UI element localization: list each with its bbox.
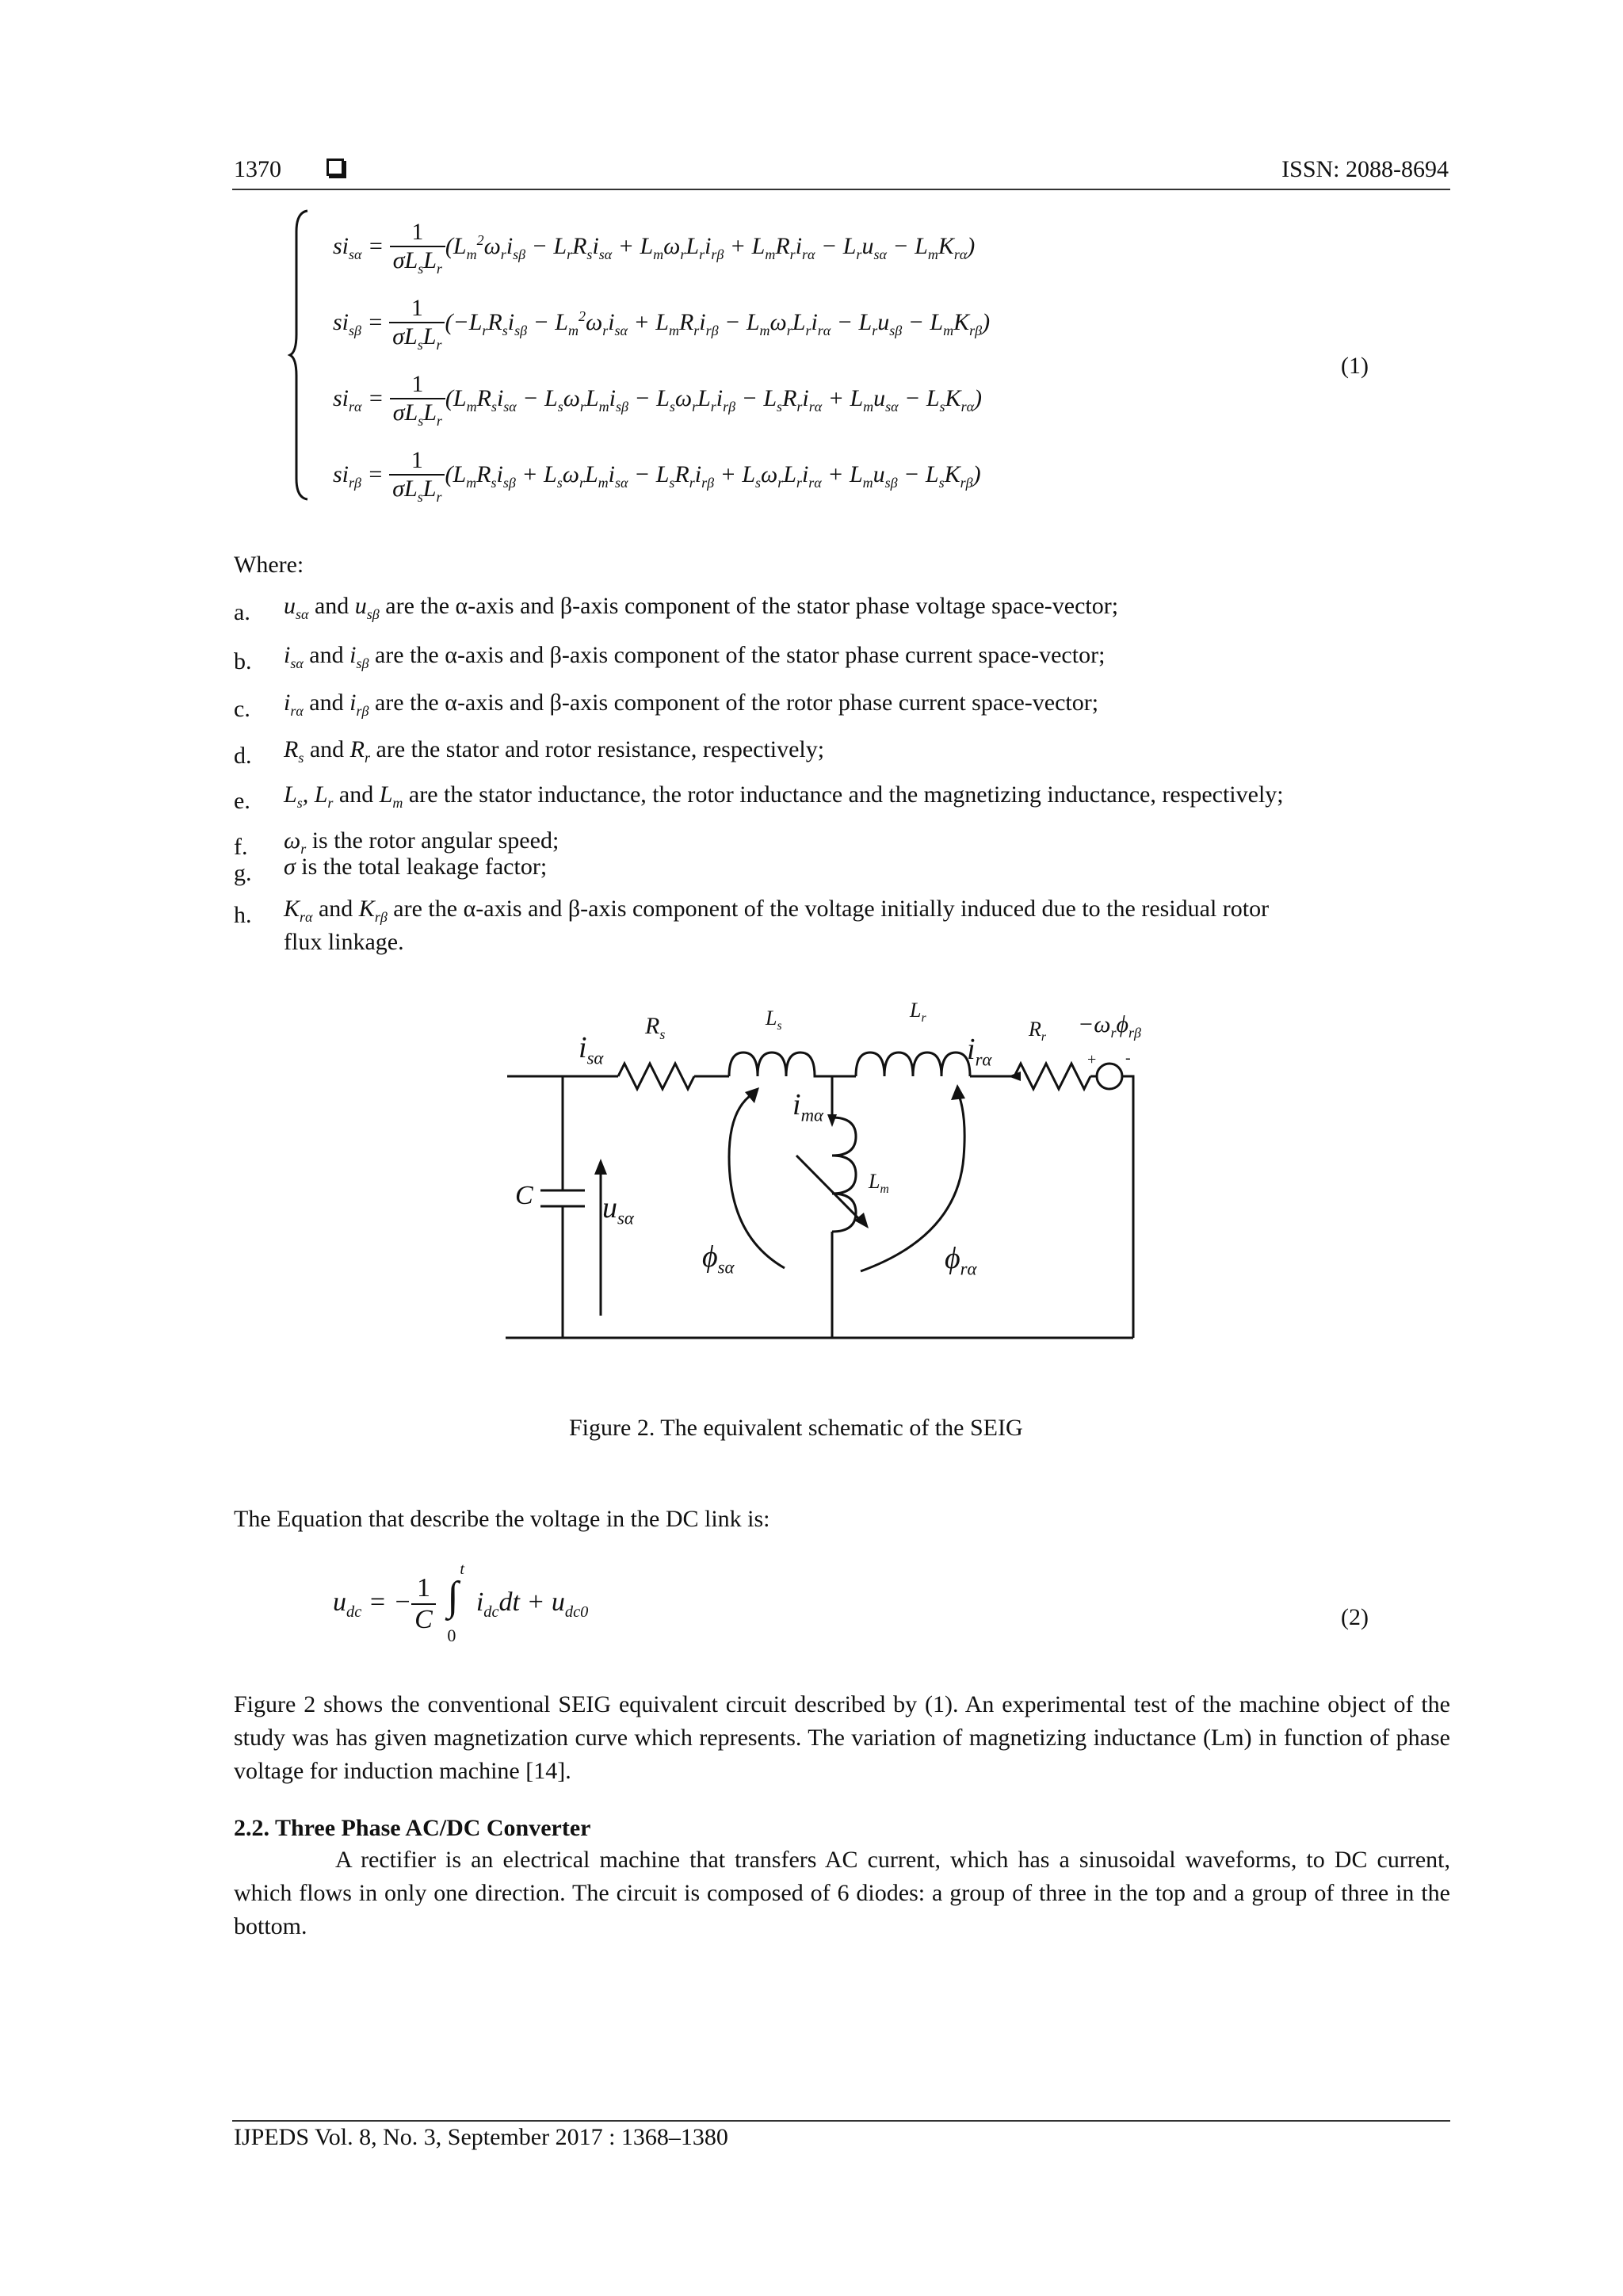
def-text: are the α-axis and β-axis component of the stator phase voltage space-vector; (385, 593, 1119, 619)
def-symbols: $R_s$ and $R_r$ (284, 736, 371, 766)
label-lr: $L_r$ (910, 999, 926, 1026)
definition-item (284, 642, 1105, 672)
eq-fraction: $\frac{1}{\sigma L_sL_r}$ (389, 295, 445, 353)
equation-2-number: (2) (1341, 1604, 1369, 1630)
ira-arrowhead (1008, 1072, 1021, 1081)
resistor-rs (618, 1064, 694, 1089)
label-plus: + (1087, 1051, 1097, 1068)
inductor-ls (729, 1052, 832, 1076)
def-letter: b. (234, 648, 252, 674)
label-rr: $R_r$ (1029, 1018, 1046, 1045)
label-isa: $i_{s\alpha}$ (579, 1031, 604, 1068)
definition-item (284, 593, 1118, 623)
definition-item (284, 736, 824, 766)
label-phi-sa: $\phi_{s\alpha}$ (702, 1240, 735, 1278)
phi-r-arrowhead (951, 1084, 965, 1100)
def-text: are the stator and rotor resistance, respectively; (376, 736, 825, 762)
def-text-continued: flux linkage. (284, 929, 404, 955)
label-phi-ra: $\phi_{r\alpha}$ (945, 1242, 977, 1279)
equation-2 (333, 1561, 589, 1645)
eq-fraction: $\frac{1}{\sigma L_sL_r}$ (389, 447, 445, 506)
definition-item (284, 896, 1450, 926)
header-rule (232, 189, 1450, 190)
eq2-integrand: $i_{dc}dt + u_{dc0}$ (475, 1587, 589, 1621)
inductor-lr (856, 1052, 970, 1076)
issn: ISSN: 2088-8694 (1281, 156, 1449, 182)
eq-body: $(L_mR_si_{s\beta} + L_s\omega_rL_mi_{s\alpha} - L_sR_ri_{r\beta} + L_s\omega_rL_ri_{r\alpha} + L_mu_{s\beta} - L_sK_{r\beta})$ (445, 460, 981, 491)
system-brace (287, 208, 311, 502)
eq-lhs: $si_{r\beta}$ = (333, 460, 390, 491)
label-ira: $i_{r\alpha}$ (967, 1033, 992, 1070)
eq2-fraction: $\frac{1}{C}$ (411, 1573, 436, 1635)
u-arrowhead (594, 1159, 607, 1175)
label-c: C (515, 1181, 533, 1210)
figure-caption: Figure 2. The equivalent schematic of the SEIG (569, 1415, 1023, 1441)
def-letter: h. (234, 902, 252, 928)
equation-row (333, 295, 990, 353)
def-symbols: $\omega_r$ (284, 827, 307, 857)
def-text: is the rotor angular speed; (311, 827, 559, 854)
eq-lhs: $si_{r\alpha}$ = (333, 384, 390, 415)
def-letter: e. (234, 788, 250, 814)
equation-row (333, 219, 975, 277)
def-symbols: $u_{s\alpha}$ and $u_{s\beta}$ (284, 593, 380, 622)
paragraph-1: Figure 2 shows the conventional SEIG equivalent circuit described by (1). An experimental test of the machine object of the study was has given magnetization curve which represents. The variation of magnetizing inductance (Lm) in function of phase voltage for induction machine [14]. (234, 1691, 1450, 1784)
eq-body: $(L_mR_si_{s\alpha} - L_s\omega_rL_mi_{s\beta} - L_s\omega_rL_ri_{r\beta} - L_sR_ri_{r\alpha} + L_mu_{s\alpha} - L_sK_{r\alpha})$ (445, 384, 983, 415)
eq-body: $(-L_rR_si_{s\beta} - L_m^2\omega_ri_{s\alpha} + L_mR_ri_{r\beta} - L_m\omega_rL_ri_{r\alpha} - L_ru_{s\beta} - L_mK_{r\beta})$ (445, 308, 991, 338)
def-symbols: $i_{r\alpha}$ and $i_{r\beta}$ (284, 690, 369, 719)
eq-fraction: $\frac{1}{\sigma L_sL_r}$ (390, 219, 445, 277)
definition-item (284, 854, 547, 881)
label-minus: - (1125, 1049, 1131, 1067)
integral-sign: ∫ t 0 (447, 1561, 464, 1645)
def-symbols: $K_{r\alpha}$ and $K_{r\beta}$ (284, 896, 388, 925)
footer-rule (232, 2120, 1450, 2122)
label-rs: $R_s$ (645, 1013, 666, 1042)
def-letter: f. (234, 834, 248, 860)
label-lm: $L_m$ (869, 1170, 889, 1197)
def-text: are the α-axis and β-axis component of the voltage initially induced due to the residual rotor (393, 896, 1270, 922)
phi-s-arrowhead (745, 1087, 759, 1103)
page-number: 1370 (234, 156, 281, 182)
circuit-figure (491, 983, 1157, 1379)
definition-item (284, 781, 1284, 812)
def-letter: d. (234, 743, 252, 769)
def-letter: g. (234, 860, 252, 886)
eq2-lhs: $u_{dc}$ = − (333, 1587, 412, 1621)
label-ima: $i_{m\alpha}$ (792, 1088, 823, 1125)
ima-arrowhead (827, 1114, 837, 1127)
def-letter: a. (234, 599, 250, 625)
dc-intro: The Equation that describe the voltage in the DC link is: (234, 1506, 770, 1532)
inductor-lm (832, 1117, 856, 1232)
label-source: $-\omega_r\phi_{r\beta}$ (1078, 1011, 1141, 1041)
eq-body: $(L_m^2\omega_ri_{s\beta} - L_rR_si_{s\alpha} + L_m\omega_rL_ri_{r\beta} + L_mR_ri_{r\alpha} - L_ru_{s\alpha} - L_mK_{r\alpha})$ (445, 231, 976, 262)
label-ls: $L_s$ (766, 1007, 782, 1033)
def-symbols: σ (284, 854, 296, 880)
voltage-source (1097, 1064, 1122, 1089)
label-usa: $u_{s\alpha}$ (602, 1191, 634, 1228)
def-letter: c. (234, 696, 250, 722)
equation-1-number: (1) (1341, 353, 1369, 379)
footer-citation: IJPEDS Vol. 8, No. 3, September 2017 : 1368–1380 (234, 2124, 728, 2150)
equation-row (333, 371, 982, 430)
section-heading: 2.2. Three Phase AC/DC Converter (234, 1815, 591, 1841)
resistor-rr (1014, 1064, 1090, 1089)
def-text: are the α-axis and β-axis component of the stator phase current space-vector; (374, 642, 1106, 668)
def-text: are the stator inductance, the rotor inductance and the magnetizing inductance, respectively; (408, 781, 1284, 808)
where-label: Where: (234, 552, 304, 578)
def-symbols: $L_s$, $L_r$ and $L_m$ (284, 781, 403, 811)
def-symbols: $i_{s\alpha}$ and $i_{s\beta}$ (284, 642, 369, 671)
definition-item (284, 690, 1098, 720)
def-text: are the α-axis and β-axis component of the rotor phase current space-vector; (374, 690, 1099, 716)
checkbox-glyph-icon (327, 159, 344, 176)
def-text: is the total leakage factor; (301, 854, 548, 880)
paragraph-2: A rectifier is an electrical machine that transfers AC current, which has a sinusoidal waveforms, to DC current, which flows in only one direction. The circuit is composed of 6 diodes: a group of three in the top and a group of three in the bottom. (234, 1847, 1450, 1939)
eq-lhs: $si_{s\alpha}$ = (333, 232, 390, 262)
equation-row (333, 447, 981, 506)
eq-lhs: $si_{s\beta}$ = (333, 308, 390, 338)
eq-fraction: $\frac{1}{\sigma L_sL_r}$ (390, 371, 445, 430)
